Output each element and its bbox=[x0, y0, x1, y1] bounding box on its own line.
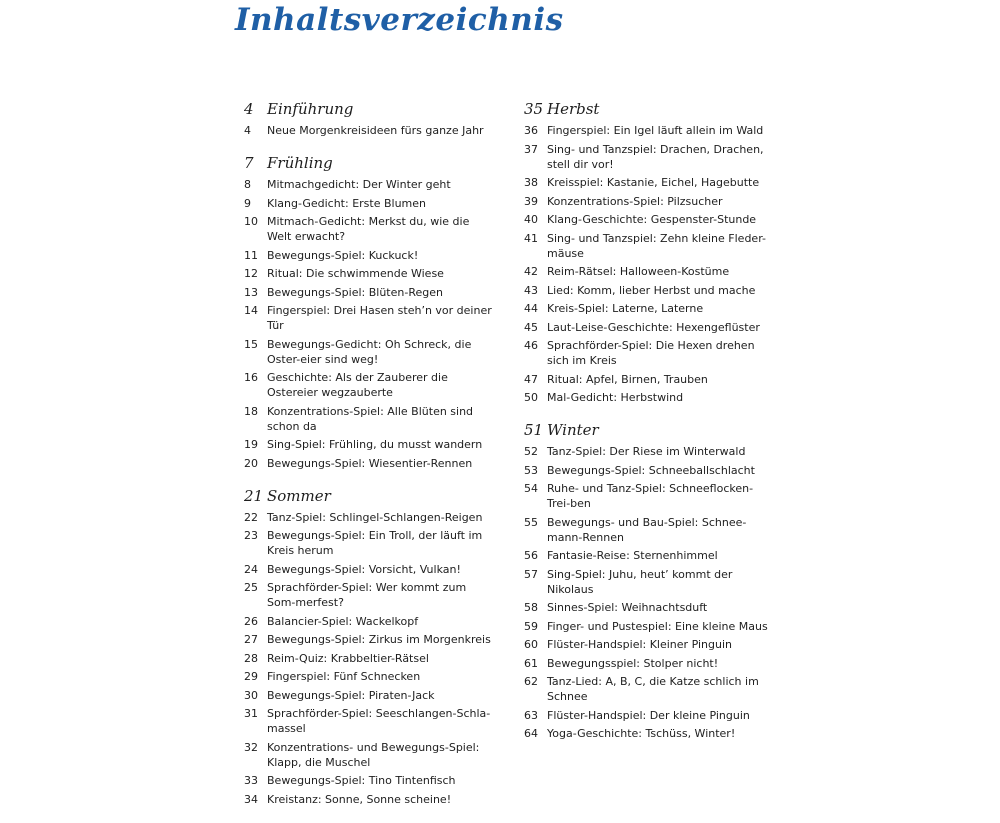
entry-title: Ruhe- und Tanz-Spiel: Schneeflocken-Trei-ben bbox=[547, 482, 754, 510]
toc-entry bbox=[244, 740, 494, 770]
toc-entry bbox=[244, 370, 494, 400]
entry-title: Sprachförder-Spiel: Die Hexen drehen sich im Kreis bbox=[547, 339, 755, 367]
entry-page-number: 46 bbox=[524, 339, 538, 352]
entry-title: Bewegungs-Spiel: Vorsicht, Vulkan! bbox=[267, 562, 461, 576]
toc-entry bbox=[244, 214, 494, 244]
entry-title: Bewegungs-Spiel: Zirkus im Morgenkreis bbox=[267, 633, 491, 646]
entry-page-number: 16 bbox=[244, 371, 258, 384]
entry-title: Fingerspiel: Fünf Schnecken bbox=[267, 670, 421, 683]
entry-title: Bewegungs-Spiel: Wiesentier-Rennen bbox=[267, 456, 473, 470]
entry-title: Konzentrations-Spiel: Alle Blüten sind schon da bbox=[267, 404, 474, 433]
entry-page-number: 9 bbox=[244, 196, 251, 210]
entry-page-number: 13 bbox=[244, 285, 258, 299]
entry-page-number: 37 bbox=[524, 142, 538, 156]
section-heading bbox=[244, 154, 494, 174]
entry-title: Flüster-Handspiel: Kleiner Pinguin bbox=[547, 638, 732, 651]
section-page-number: 51 bbox=[524, 421, 544, 439]
entry-page-number: 24 bbox=[244, 562, 258, 576]
entry-title: Neue Morgenkreisideen fürs ganze Jahr bbox=[267, 124, 484, 137]
toc-entry bbox=[244, 706, 494, 736]
toc-entry bbox=[524, 600, 774, 615]
entry-title: Bewegungs-Spiel: Schneeballschlacht bbox=[547, 463, 755, 477]
toc-entry bbox=[524, 231, 774, 261]
toc-entry bbox=[524, 463, 774, 478]
entry-page-number: 39 bbox=[524, 194, 538, 208]
entry-title: Fingerspiel: Ein Igel läuft allein im Wald bbox=[547, 124, 764, 137]
toc-entry bbox=[524, 301, 774, 316]
toc-section bbox=[524, 421, 774, 741]
entry-title: Reim-Rätsel: Halloween-Kostüme bbox=[547, 265, 730, 278]
entry-title: Bewegungs- und Bau-Spiel: Schnee-mann-Rennen bbox=[547, 515, 747, 544]
toc-entry bbox=[524, 175, 774, 190]
entry-page-number: 55 bbox=[524, 515, 538, 529]
entry-page-number: 44 bbox=[524, 302, 538, 315]
section-title: Frühling bbox=[267, 154, 333, 172]
toc-entry bbox=[244, 123, 494, 138]
toc-section bbox=[244, 154, 494, 471]
toc-entry bbox=[524, 515, 774, 545]
entry-title: Tanz-Spiel: Der Riese im Winterwald bbox=[547, 445, 746, 458]
toc-entry bbox=[244, 562, 494, 577]
entry-title: Bewegungs-Spiel: Blüten-Regen bbox=[267, 285, 443, 299]
toc-section bbox=[524, 100, 774, 405]
toc-entry bbox=[524, 194, 774, 209]
toc-entry bbox=[244, 437, 494, 452]
toc-entry bbox=[244, 337, 494, 367]
entry-title: Mal-Gedicht: Herbstwind bbox=[547, 391, 684, 404]
entry-page-number: 15 bbox=[244, 337, 258, 351]
entry-title: Ritual: Die schwimmende Wiese bbox=[267, 267, 444, 280]
toc-entry bbox=[244, 404, 494, 434]
entry-title: Fingerspiel: Drei Hasen steh’n vor deiner Tür bbox=[267, 304, 492, 332]
toc-entry bbox=[524, 567, 774, 597]
toc-entry bbox=[524, 320, 774, 335]
entry-title: Sing-Spiel: Juhu, heut’ kommt der Nikolaus bbox=[547, 567, 733, 596]
entry-page-number: 14 bbox=[244, 304, 258, 317]
entry-page-number: 42 bbox=[524, 265, 538, 278]
entry-page-number: 8 bbox=[244, 178, 251, 191]
entry-page-number: 45 bbox=[524, 320, 538, 334]
toc-section bbox=[244, 100, 494, 138]
section-title: Winter bbox=[547, 421, 599, 439]
toc-entry bbox=[524, 283, 774, 298]
entry-page-number: 40 bbox=[524, 213, 538, 226]
toc-entry bbox=[244, 614, 494, 629]
entry-page-number: 59 bbox=[524, 619, 538, 633]
entry-page-number: 12 bbox=[244, 267, 258, 280]
entry-page-number: 62 bbox=[524, 675, 538, 688]
entry-page-number: 28 bbox=[244, 651, 258, 665]
entry-title: Kreis-Spiel: Laterne, Laterne bbox=[547, 302, 704, 315]
toc-entry bbox=[524, 619, 774, 634]
entry-title: Geschichte: Als der Zauberer die Ostereier wegzauberte bbox=[267, 371, 448, 399]
toc-entry bbox=[524, 708, 774, 723]
section-page-number: 4 bbox=[244, 100, 254, 118]
section-heading bbox=[524, 100, 774, 120]
entry-title: Konzentrations-Spiel: Pilzsucher bbox=[547, 194, 723, 208]
entry-page-number: 61 bbox=[524, 656, 538, 670]
toc-entry bbox=[244, 196, 494, 211]
entry-page-number: 38 bbox=[524, 176, 538, 189]
entry-page-number: 58 bbox=[524, 601, 538, 614]
entry-page-number: 26 bbox=[244, 614, 258, 628]
entry-title: Ritual: Apfel, Birnen, Trauben bbox=[547, 372, 708, 386]
toc-entry bbox=[524, 674, 774, 704]
section-page-number: 21 bbox=[244, 486, 264, 505]
entry-title: Lied: Komm, lieber Herbst und mache bbox=[547, 283, 756, 297]
entry-page-number: 50 bbox=[524, 391, 538, 404]
entry-title: Balancier-Spiel: Wackelkopf bbox=[267, 614, 419, 628]
entry-title: Mitmachgedicht: Der Winter geht bbox=[267, 178, 451, 191]
entry-page-number: 11 bbox=[244, 248, 258, 262]
entry-title: Flüster-Handspiel: Der kleine Pinguin bbox=[547, 708, 750, 722]
toc-entry bbox=[244, 248, 494, 263]
toc-column-right bbox=[524, 100, 774, 757]
toc-entry bbox=[244, 528, 494, 558]
entry-title: Konzentrations- und Bewegungs-Spiel: Klapp, die Muschel bbox=[267, 740, 480, 769]
entry-title: Bewegungs-Spiel: Piraten-Jack bbox=[267, 688, 435, 702]
entry-page-number: 18 bbox=[244, 404, 258, 418]
entry-title: Klang-Gedicht: Erste Blumen bbox=[267, 196, 427, 210]
entry-title: Bewegungs-Spiel: Ein Troll, der läuft im Kreis herum bbox=[267, 529, 483, 557]
toc-entry bbox=[524, 444, 774, 459]
entry-title: Bewegungs-Spiel: Kuckuck! bbox=[267, 248, 419, 262]
toc-entry bbox=[524, 726, 774, 741]
section-heading bbox=[244, 487, 494, 507]
entry-page-number: 57 bbox=[524, 567, 538, 581]
page-title: Inhaltsverzeichnis bbox=[235, 2, 564, 38]
entry-title: Sing- und Tanzspiel: Drachen, Drachen, stell dir vor! bbox=[547, 142, 764, 171]
toc-entry bbox=[524, 338, 774, 368]
entry-title: Tanz-Lied: A, B, C, die Katze schlich im Schnee bbox=[547, 675, 759, 703]
toc-entry bbox=[524, 656, 774, 671]
section-title: Einführung bbox=[267, 100, 354, 118]
toc-entry bbox=[524, 264, 774, 279]
toc-entry bbox=[244, 456, 494, 471]
entry-title: Bewegungs-Spiel: Tino Tintenfisch bbox=[267, 774, 456, 787]
toc-entry bbox=[524, 390, 774, 405]
entry-page-number: 47 bbox=[524, 372, 538, 386]
toc-entry bbox=[244, 510, 494, 525]
entry-page-number: 27 bbox=[244, 633, 258, 646]
toc-entry bbox=[244, 266, 494, 281]
entry-title: Bewegungsspiel: Stolper nicht! bbox=[547, 656, 719, 670]
toc-entry bbox=[524, 372, 774, 387]
section-page-number: 35 bbox=[524, 100, 544, 118]
entry-title: Sinnes-Spiel: Weihnachtsduft bbox=[547, 601, 708, 614]
entry-page-number: 20 bbox=[244, 456, 258, 470]
entry-title: Mitmach-Gedicht: Merkst du, wie die Welt erwacht? bbox=[267, 215, 470, 243]
entry-title: Fantasie-Reise: Sternenhimmel bbox=[547, 549, 718, 562]
entry-page-number: 10 bbox=[244, 215, 258, 228]
entry-page-number: 23 bbox=[244, 529, 258, 542]
entry-page-number: 53 bbox=[524, 463, 538, 477]
entry-page-number: 19 bbox=[244, 438, 258, 451]
section-title: Herbst bbox=[547, 100, 600, 118]
entry-title: Finger- und Pustespiel: Eine kleine Maus bbox=[547, 619, 768, 633]
entry-title: Yoga-Geschichte: Tschüss, Winter! bbox=[547, 727, 736, 740]
toc-entry bbox=[244, 303, 494, 333]
toc-entry bbox=[524, 481, 774, 511]
entry-title: Tanz-Spiel: Schlingel-Schlangen-Reigen bbox=[267, 510, 483, 524]
entry-page-number: 30 bbox=[244, 688, 258, 702]
toc-entry bbox=[244, 773, 494, 788]
toc-entry bbox=[244, 285, 494, 300]
entry-page-number: 60 bbox=[524, 638, 538, 651]
entry-title: Klang-Geschichte: Gespenster-Stunde bbox=[547, 213, 757, 226]
entry-page-number: 34 bbox=[244, 792, 258, 806]
entry-title: Reim-Quiz: Krabbeltier-Rätsel bbox=[267, 651, 429, 665]
entry-page-number: 36 bbox=[524, 124, 538, 137]
entry-page-number: 25 bbox=[244, 581, 258, 594]
entry-title: Sing-Spiel: Frühling, du musst wandern bbox=[267, 438, 483, 451]
entry-page-number: 33 bbox=[244, 774, 258, 787]
entry-title: Sprachförder-Spiel: Wer kommt zum Som-merfest? bbox=[267, 581, 467, 609]
toc-entry bbox=[244, 669, 494, 684]
entry-title: Laut-Leise-Geschichte: Hexengeflüster bbox=[547, 320, 760, 334]
entry-page-number: 31 bbox=[244, 707, 258, 720]
section-page-number: 7 bbox=[244, 154, 254, 172]
toc-entry bbox=[524, 212, 774, 227]
toc-entry bbox=[524, 123, 774, 138]
toc-column-left bbox=[244, 100, 494, 823]
section-heading bbox=[244, 100, 494, 120]
entry-page-number: 32 bbox=[244, 740, 258, 754]
toc-entry bbox=[244, 177, 494, 192]
toc-section bbox=[244, 487, 494, 807]
toc-entry bbox=[244, 580, 494, 610]
section-heading bbox=[524, 421, 774, 441]
toc-entry bbox=[244, 688, 494, 703]
entry-page-number: 43 bbox=[524, 283, 538, 297]
entry-page-number: 41 bbox=[524, 231, 538, 245]
entry-page-number: 52 bbox=[524, 445, 538, 458]
toc-entry bbox=[244, 792, 494, 807]
entry-title: Kreistanz: Sonne, Sonne scheine! bbox=[267, 792, 452, 806]
toc-entry bbox=[244, 632, 494, 647]
toc-entry bbox=[244, 651, 494, 666]
entry-title: Sing- und Tanzspiel: Zehn kleine Fleder-mäuse bbox=[547, 231, 766, 260]
section-title: Sommer bbox=[267, 486, 331, 505]
entry-title: Sprachförder-Spiel: Seeschlangen-Schla-massel bbox=[267, 707, 491, 735]
toc-entry bbox=[524, 142, 774, 172]
toc-entry bbox=[524, 637, 774, 652]
entry-title: Bewegungs-Gedicht: Oh Schreck, die Oster-eier sind weg! bbox=[267, 337, 472, 366]
entry-page-number: 56 bbox=[524, 549, 538, 562]
entry-title: Kreisspiel: Kastanie, Eichel, Hagebutte bbox=[547, 176, 760, 189]
entry-page-number: 29 bbox=[244, 670, 258, 683]
entry-page-number: 22 bbox=[244, 510, 258, 524]
entry-page-number: 63 bbox=[524, 708, 538, 722]
entry-page-number: 4 bbox=[244, 124, 251, 137]
entry-page-number: 54 bbox=[524, 482, 538, 495]
toc-entry bbox=[524, 548, 774, 563]
entry-page-number: 64 bbox=[524, 727, 538, 740]
